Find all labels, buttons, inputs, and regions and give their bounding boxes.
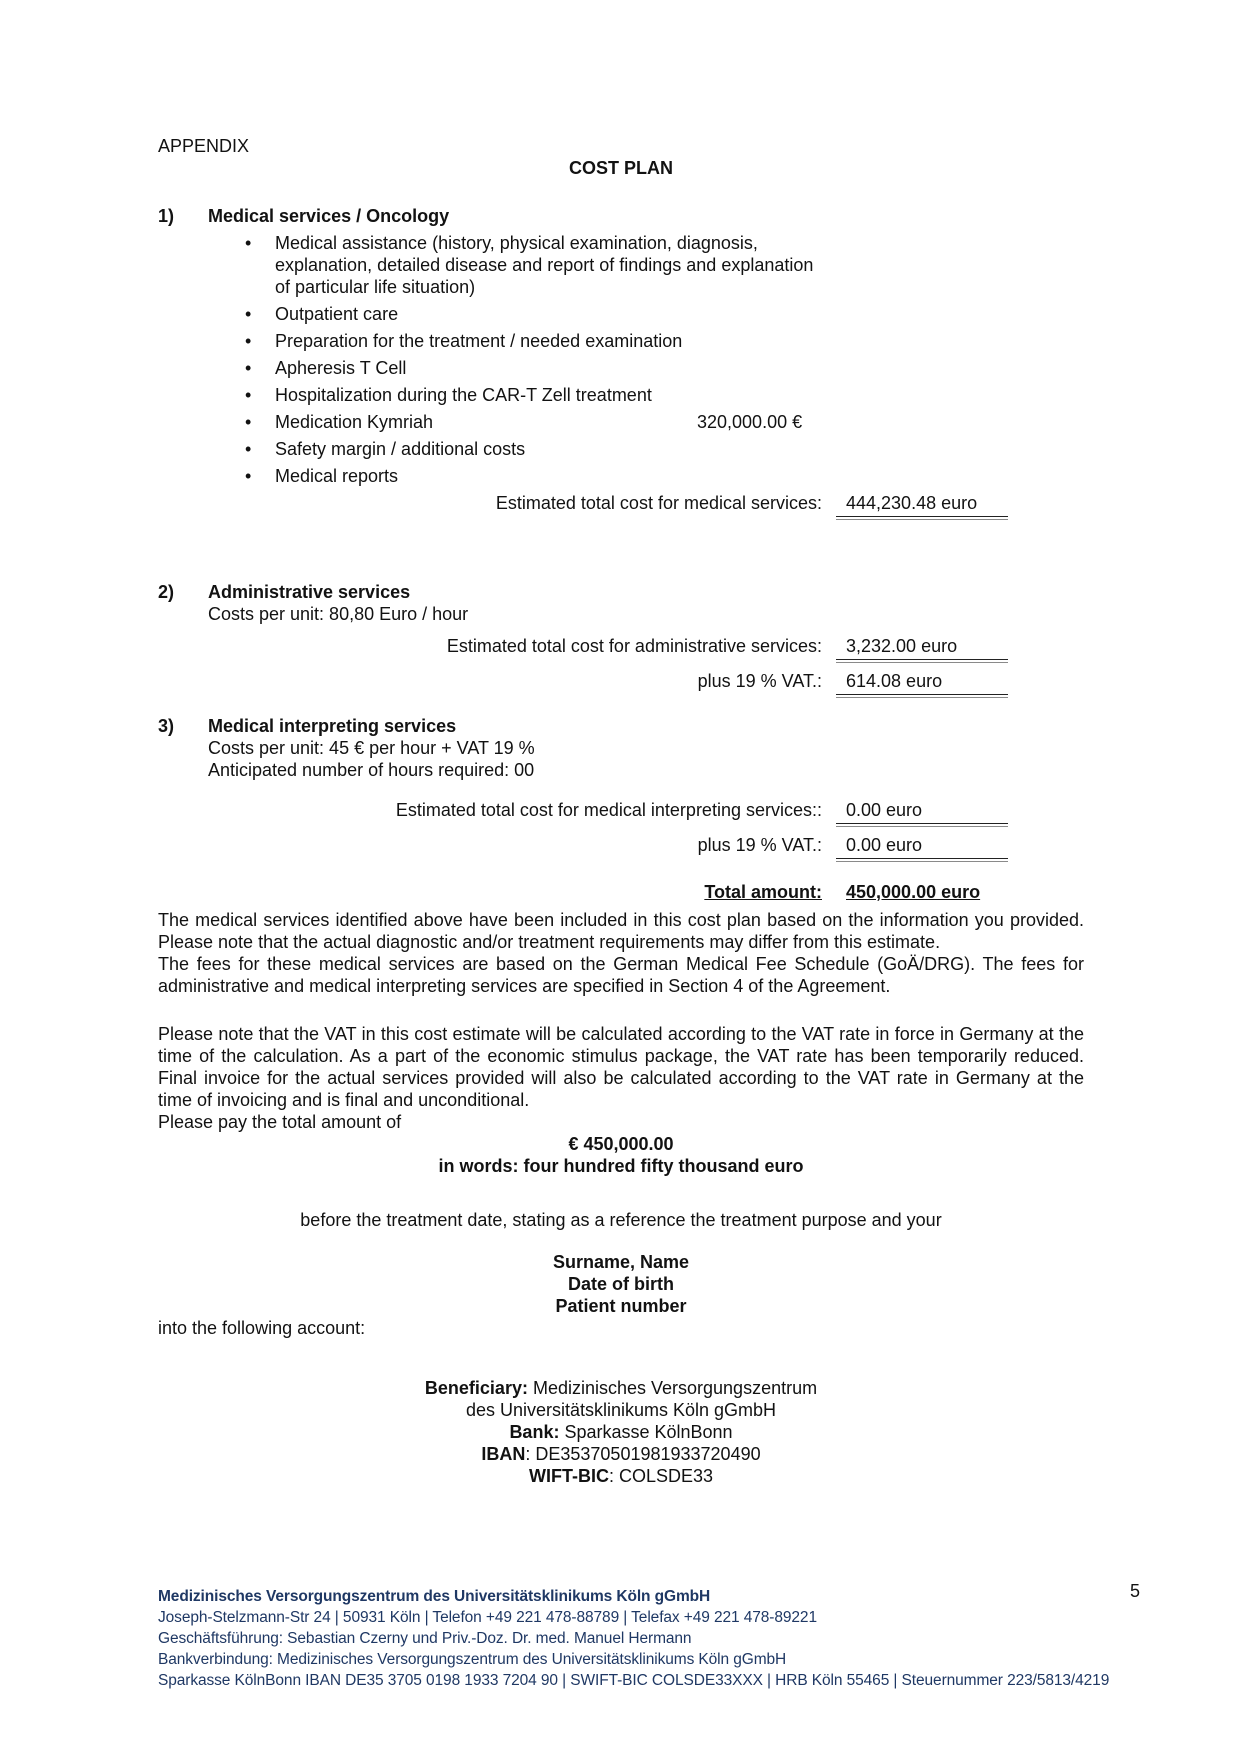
list-item: [275, 384, 1084, 406]
list-item-text: Outpatient care: [275, 304, 399, 324]
paragraph-cost-plan-basis: The medical services identified above have been included in this cost plan based on the information you provided. Please note that the actual diagnostic and/or treatment requirements may differ from this estimate.: [158, 910, 1084, 952]
interp-total-row: [158, 799, 1084, 824]
list-item-text: • Medication Kymriah: [275, 412, 434, 432]
interp-vat-value: 0.00 euro: [836, 834, 1008, 859]
admin-vat-value: 614.08 euro: [836, 670, 1008, 695]
list-item: [275, 357, 1084, 379]
section-3-hours: Anticipated number of hours required: 00: [208, 760, 535, 780]
admin-vat-row: [158, 670, 1084, 695]
reference-date-of-birth: Date of birth: [568, 1274, 674, 1294]
section-2-title: Administrative services: [208, 582, 411, 602]
interp-vat-row: [158, 834, 1084, 859]
before-treatment-line: before the treatment date, stating as a reference the treatment purpose and your: [300, 1210, 942, 1230]
footer-bank-line: Bankverbindung: Medizinisches Versorgungszentrum des Universitätsklinikums Köln gGmbH: [158, 1651, 787, 1668]
admin-total-row: [158, 635, 1084, 660]
list-item: [275, 438, 1084, 460]
page-number: 5: [1130, 1581, 1141, 1601]
paragraph-vat-note: Please note that the VAT in this cost estimate will be calculated according to the VAT rate in force in Germany at the time of the calculation. As a part of the economic stimulus package, the VAT rate has been temporarily reduced. Final invoice for the actual services provided will also be calculated according to the VAT rate in Germany at the time of invoicing and is final and unconditional.: [158, 1024, 1084, 1110]
section-1-number: 1): [158, 206, 175, 226]
page-title: COST PLAN: [568, 158, 673, 178]
company-footer: [158, 1586, 1118, 1691]
medical-total-value: 444,230.48 euro: [836, 492, 1008, 517]
medical-total-label: Estimated total cost for medical services:: [495, 493, 822, 513]
section-3-heading: [158, 715, 1084, 737]
beneficiary-line-2: des Universitätsklinikums Köln gGmbH: [465, 1400, 777, 1420]
footer-company-name: Medizinisches Versorgungszentrum des Universitätsklinikums Köln gGmbH: [158, 1588, 711, 1605]
bank-value: Sparkasse KölnBonn: [559, 1422, 733, 1442]
list-item: [275, 330, 1084, 352]
interp-total-label: Estimated total cost for medical interpreting services::: [395, 800, 822, 820]
footer-management-line: Geschäftsführung: Sebastian Czerny und Priv.-Doz. Dr. med. Manuel Hermann: [158, 1630, 692, 1647]
section-1-heading: [158, 205, 1084, 227]
section-1-title: Medical services / Oncology: [208, 206, 450, 226]
admin-total-value: 3,232.00 euro: [836, 635, 1008, 660]
list-item-medication: [275, 411, 1084, 433]
pay-intro-line: Please pay the total amount of: [158, 1112, 402, 1132]
footer-bank-details-line: Sparkasse KölnBonn IBAN DE35 3705 0198 1933 7204 90 | SWIFT-BIC COLSDE33XXX | HRB Köln 55465 | Steuernummer 223/5813/4219: [158, 1672, 1110, 1689]
section-1-bullet-list: [158, 232, 1084, 487]
list-item: [275, 232, 1084, 298]
medical-total-row: [158, 492, 1084, 517]
list-item-text: Medical assistance (history, physical examination, diagnosis, explanation, detailed disease and report of findings and explanation of particular life situation): [275, 233, 814, 297]
bank-line: [158, 1421, 1084, 1443]
bic-value: : COLSDE33: [608, 1466, 714, 1486]
total-amount-figure: € 450,000.00: [568, 1134, 674, 1154]
medication-amount: 320,000.00 €: [697, 412, 803, 432]
beneficiary-line: [158, 1377, 1084, 1399]
account-intro-line: into the following account:: [158, 1318, 366, 1338]
beneficiary-value: Medizinisches Versorgungszentrum: [527, 1378, 818, 1398]
paragraph-fee-schedule: The fees for these medical services are based on the German Medical Fee Schedule (GoÄ/DRG). The fees for administrative and medical interpreting services are specified in Section 4 of the Agreement.: [158, 954, 1084, 996]
bank-account-block: [158, 1377, 1084, 1487]
reference-patient-number: Patient number: [555, 1296, 687, 1316]
list-item-text: Preparation for the treatment / needed examination: [275, 331, 683, 351]
total-amount-words: in words: four hundred fifty thousand euro: [438, 1156, 804, 1176]
iban-line: [158, 1443, 1084, 1465]
section-2-heading: [158, 581, 1084, 603]
grand-total-label: Total amount:: [704, 882, 822, 902]
bic-line: [158, 1465, 1084, 1487]
section-3-title: Medical interpreting services: [208, 716, 457, 736]
list-item-text: Apheresis T Cell: [275, 358, 407, 378]
document-content: [158, 135, 1084, 1487]
bank-label: Bank:: [509, 1422, 560, 1442]
section-2-number: 2): [158, 582, 175, 602]
admin-vat-label: plus 19 % VAT.:: [697, 671, 822, 691]
iban-label: IBAN: [481, 1444, 526, 1464]
iban-value: : DE35370501981933720490: [525, 1444, 761, 1464]
section-2-unit-cost: Costs per unit: 80,80 Euro / hour: [208, 604, 469, 624]
beneficiary-label: Beneficiary:: [424, 1378, 528, 1398]
list-item: [275, 303, 1084, 325]
reference-surname: Surname, Name: [552, 1252, 690, 1272]
interp-total-value: 0.00 euro: [836, 799, 1008, 824]
admin-total-label: Estimated total cost for administrative services:: [446, 636, 822, 656]
list-item-text: Hospitalization during the CAR-T Zell treatment: [275, 385, 652, 405]
bic-label: WIFT-BIC: [528, 1466, 609, 1486]
grand-total-row: [158, 881, 1084, 905]
interp-vat-label: plus 19 % VAT.:: [697, 835, 822, 855]
list-item-text: Safety margin / additional costs: [275, 439, 526, 459]
list-item: [275, 465, 1084, 487]
footer-address-line: Joseph-Stelzmann-Str 24 | 50931 Köln | Telefon +49 221 478-88789 | Telefax +49 221 478-89221: [158, 1609, 817, 1626]
section-3-number: 3): [158, 716, 175, 736]
appendix-label: APPENDIX: [158, 136, 250, 156]
grand-total-value: 450,000.00 euro: [846, 882, 981, 902]
reference-block: [158, 1251, 1084, 1317]
section-3-unit-cost: Costs per unit: 45 € per hour + VAT 19 %: [208, 738, 535, 758]
list-item-text: Medical reports: [275, 466, 399, 486]
